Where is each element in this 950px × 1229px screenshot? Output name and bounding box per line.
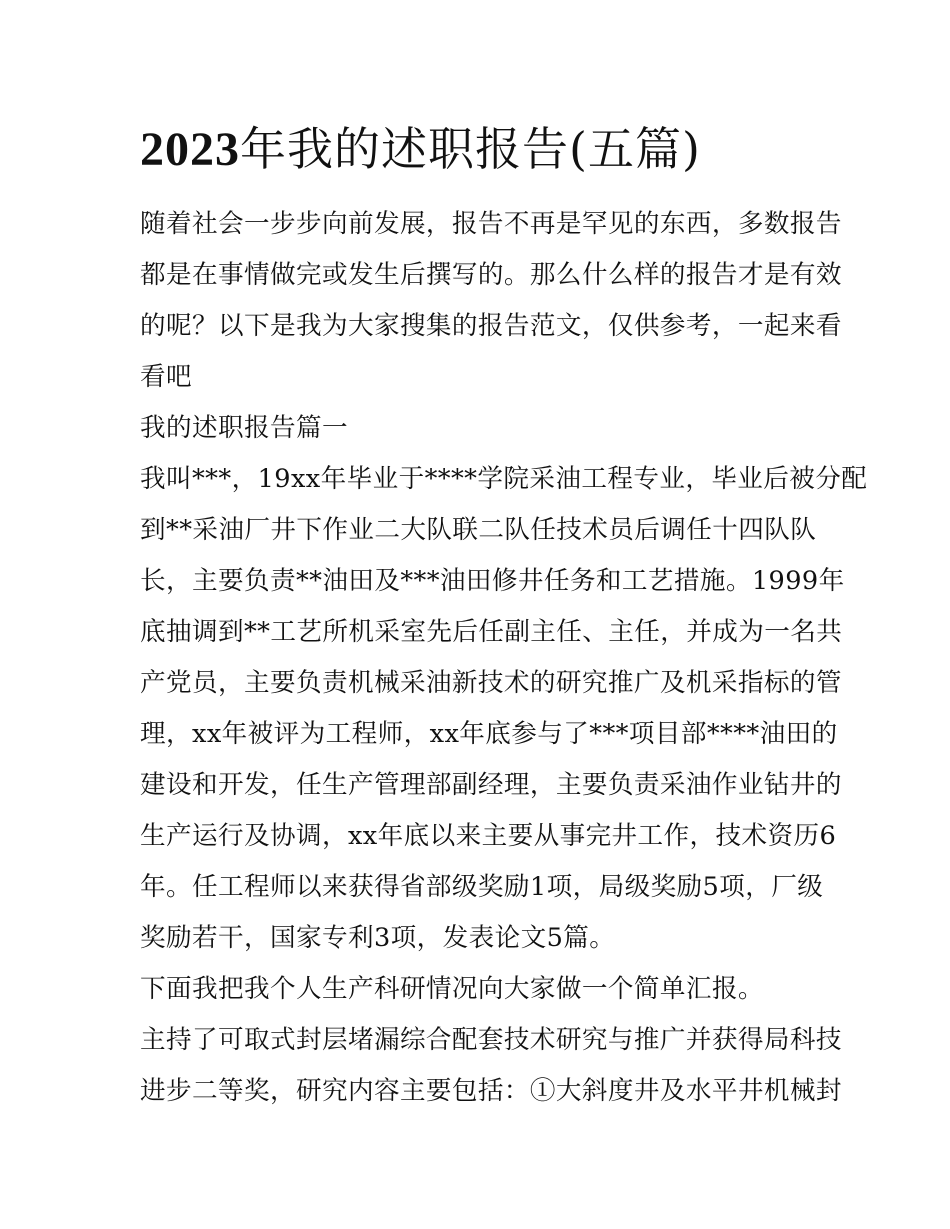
section-heading: 我的述职报告篇一 [140, 413, 348, 443]
text-line: 生产运行及协调，xx年底以来主要从事完井工作，技术资历6 [140, 821, 837, 851]
text-line: 主持了可取式封层堵漏综合配套技术研究与推广并获得局科技 [140, 1025, 842, 1055]
text-line: 随着社会一步步向前发展，报告不再是罕见的东西，多数报告 [140, 209, 842, 239]
text-line: 我叫***，19xx年毕业于****学院采油工程专业，毕业后被分配 [140, 464, 868, 494]
text-line: 建设和开发，任生产管理部副经理，主要负责采油作业钻井的 [140, 770, 842, 800]
text-line: 理，xx年被评为工程师，xx年底参与了***项目部****油田的 [140, 719, 838, 749]
text-line: 底抽调到**工艺所机采室先后任副主任、主任，并成为一名共 [140, 617, 843, 647]
text-line: 产党员，主要负责机械采油新技术的研究推广及机采指标的管 [140, 668, 842, 698]
text-line: 的呢？以下是我为大家搜集的报告范文，仅供参考，一起来看 [140, 311, 842, 341]
text-line: 长，主要负责**油田及***油田修井任务和工艺措施。1999年 [140, 566, 845, 596]
body-text [140, 199, 868, 1117]
title-text: 年我的述职报告(五篇) [240, 122, 701, 176]
text-line: 下面我把我个人生产科研情况向大家做一个简单汇报。 [140, 974, 764, 1004]
title-year: 2023 [140, 123, 240, 176]
document-page [140, 118, 868, 1117]
text-line: 进步二等奖，研究内容主要包括：①大斜度井及水平井机械封 [140, 1076, 842, 1106]
text-line: 都是在事情做完或发生后撰写的。那么什么样的报告才是有效 [140, 260, 842, 290]
text-line: 到**采油厂井下作业二大队联二队任技术员后调任十四队队 [140, 515, 817, 545]
text-line: 奖励若干，国家专利3项，发表论文5篇。 [140, 923, 616, 953]
text-line: 年。任工程师以来获得省部级奖励1项，局级奖励5项，厂级 [140, 872, 824, 902]
text-line: 看吧 [140, 362, 192, 392]
document-title [140, 118, 812, 181]
